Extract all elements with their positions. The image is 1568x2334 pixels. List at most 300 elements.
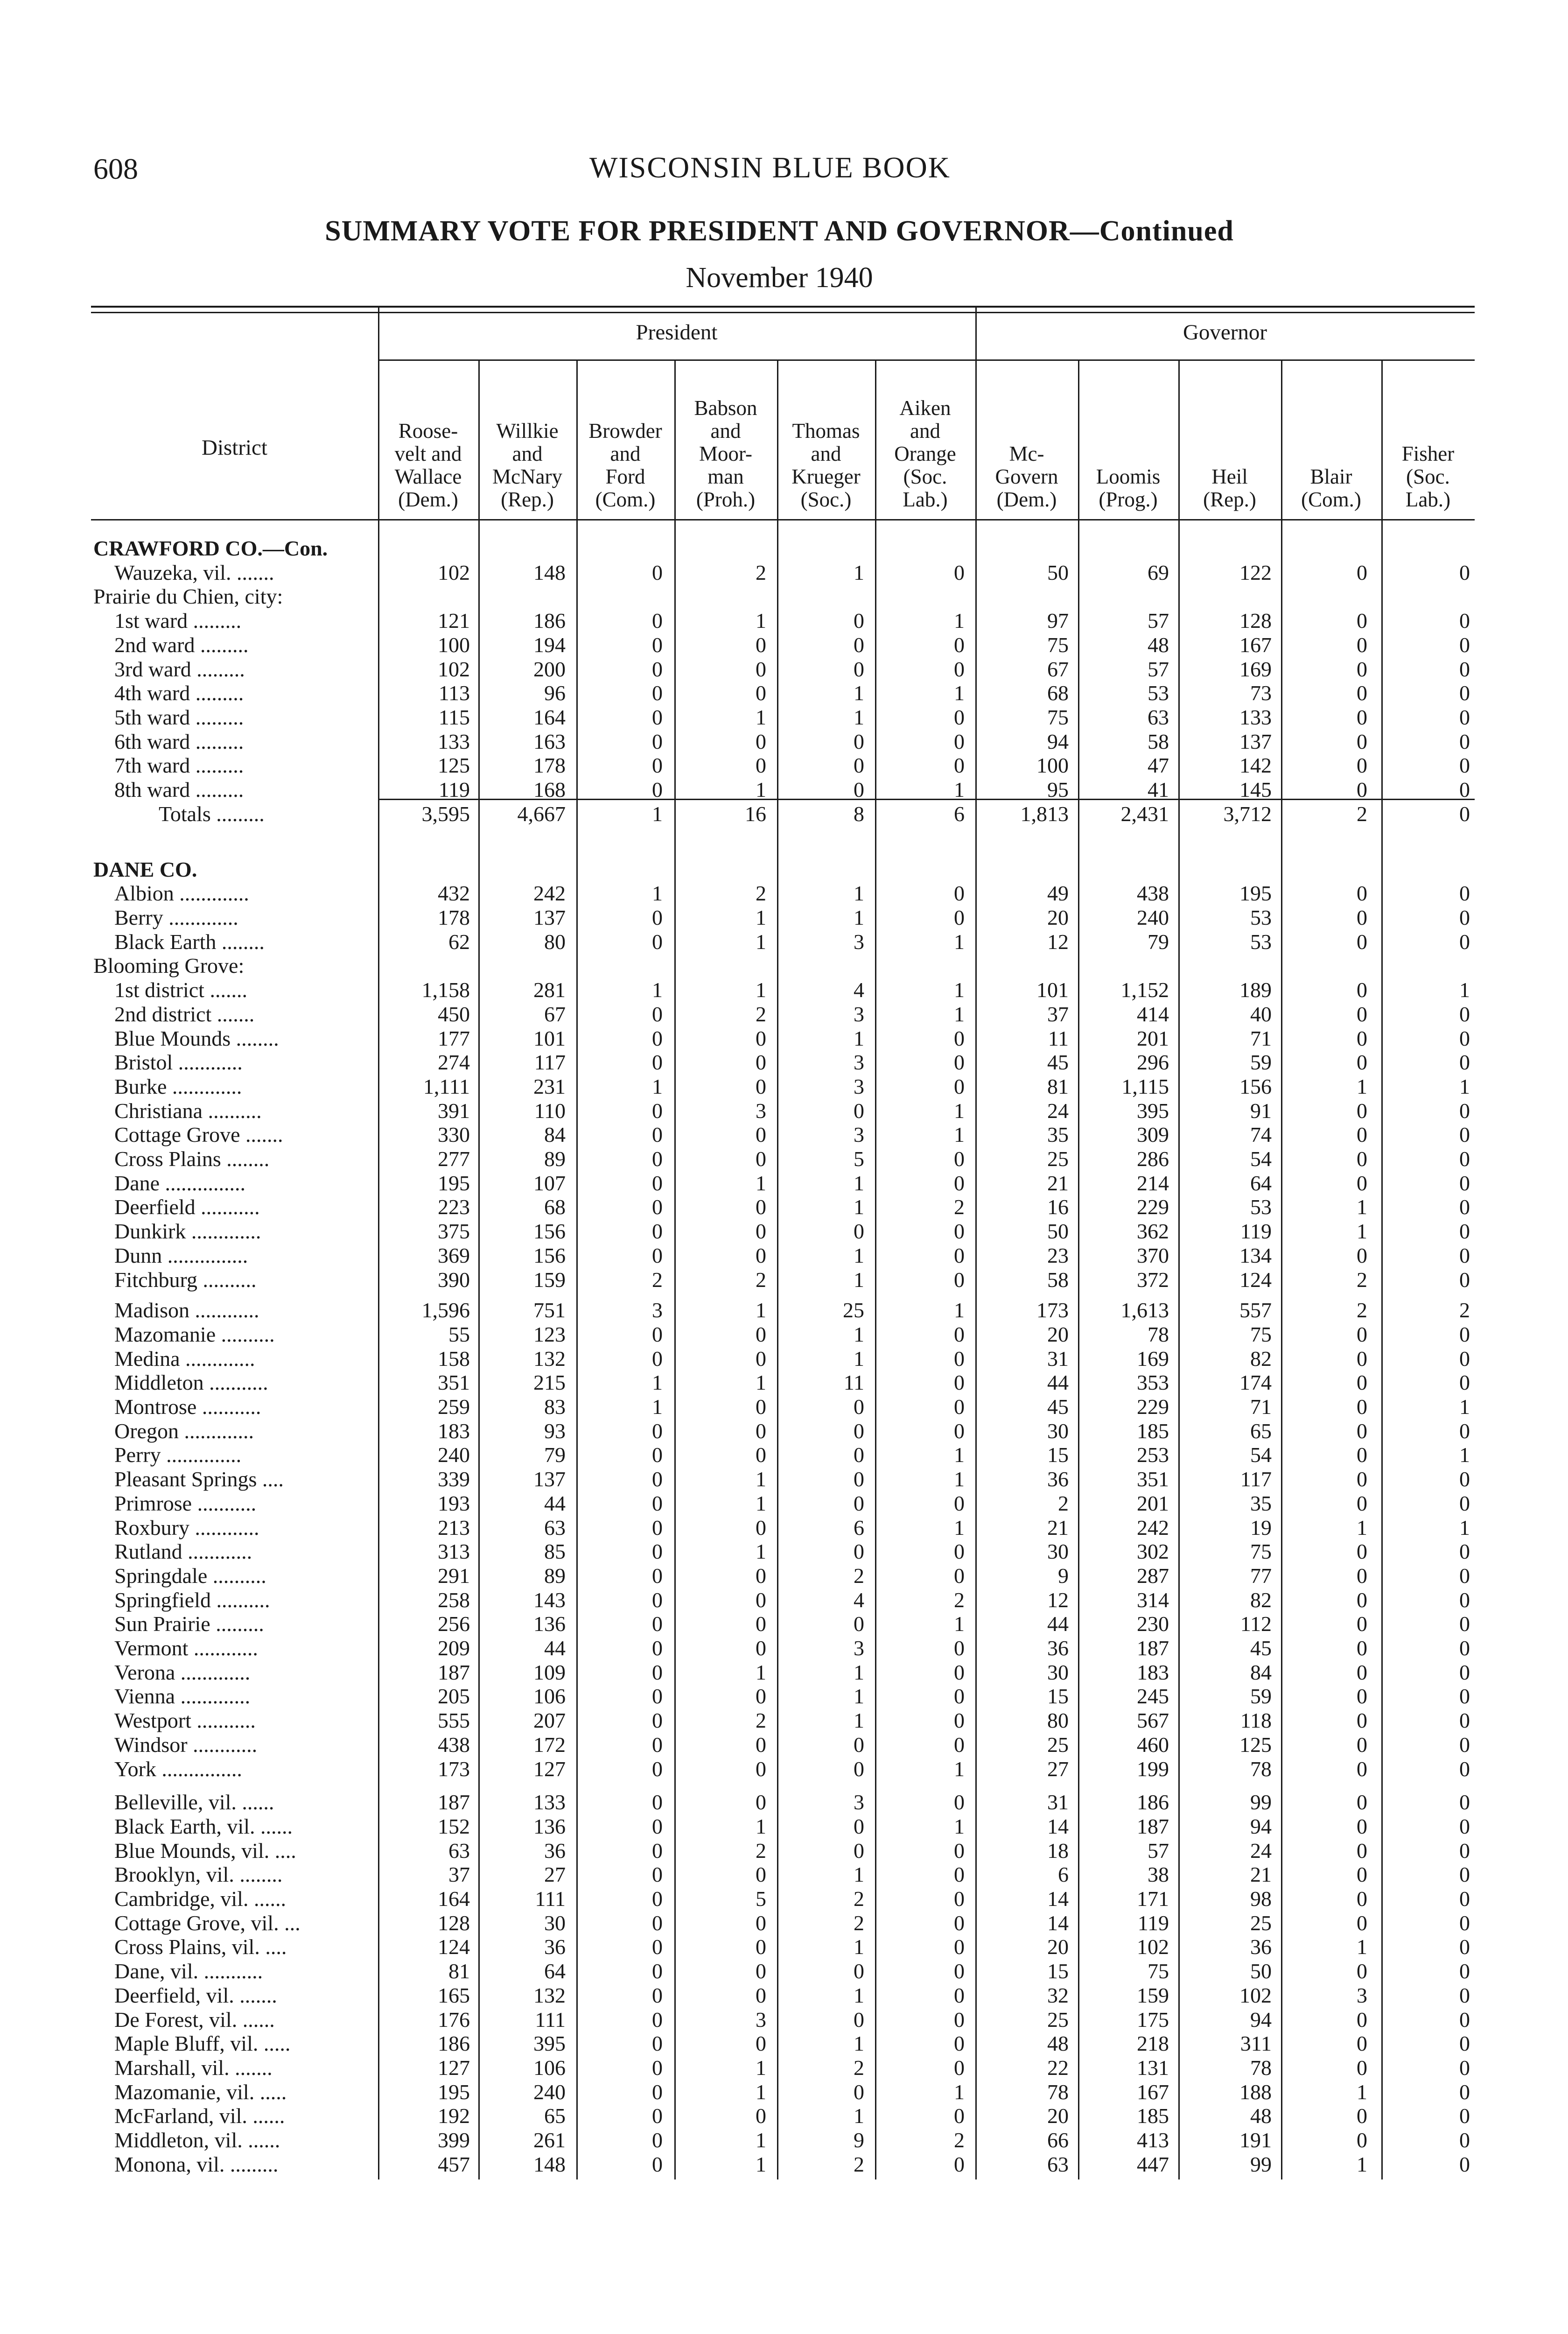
cell-col-9: 98 — [1250, 1887, 1272, 1911]
cell-col-3: 0 — [652, 1660, 663, 1684]
column-header-line: Govern — [995, 465, 1058, 488]
cell-col-1: 555 — [438, 1708, 470, 1733]
cell-col-6: 1 — [954, 2080, 965, 2104]
cell-col-4: 0 — [756, 1195, 766, 1219]
cell-col-5: 1 — [854, 1243, 864, 1267]
cell-col-9: 91 — [1250, 1098, 1272, 1123]
cell-col-5: 1 — [854, 881, 864, 906]
table-row — [0, 2103, 1568, 2129]
cell-col-3: 0 — [652, 1515, 663, 1540]
cell-col-3: 0 — [652, 1863, 663, 1887]
cell-col-9: 124 — [1239, 1267, 1272, 1292]
cell-col-8: 438 — [1137, 881, 1169, 906]
cell-col-8: 1,152 — [1120, 978, 1169, 1002]
table-row — [0, 1050, 1568, 1075]
cell-col-4: 2 — [756, 1838, 766, 1863]
cell-col-2: 89 — [544, 1563, 566, 1588]
cell-col-9: 137 — [1239, 729, 1272, 753]
table-row — [0, 1588, 1568, 1613]
cell-col-7: 80 — [1047, 1708, 1069, 1733]
cell-col-11: 0 — [1459, 929, 1470, 954]
cell-col-7: 49 — [1047, 881, 1069, 906]
cell-col-4: 0 — [756, 1588, 766, 1612]
cell-col-7: 9 — [1058, 1563, 1069, 1588]
cell-col-5: 1 — [854, 681, 864, 705]
column-header-11 — [1381, 443, 1475, 511]
cell-col-3: 0 — [652, 1171, 663, 1195]
cell-col-5: 1 — [854, 2104, 864, 2128]
cell-col-2: 44 — [544, 1636, 566, 1660]
cell-col-7: 37 — [1047, 1002, 1069, 1026]
table-row — [0, 1442, 1568, 1468]
table-row — [0, 1419, 1568, 1444]
cell-col-5: 0 — [854, 1540, 864, 1564]
table-row — [0, 1002, 1568, 1027]
row-label: 4th ward ......... — [114, 681, 244, 705]
cell-col-3: 0 — [652, 929, 663, 954]
cell-col-2: 186 — [533, 609, 566, 633]
page-number: 608 — [93, 152, 138, 185]
cell-col-7: 44 — [1047, 1612, 1069, 1636]
cell-col-7: 12 — [1047, 1588, 1069, 1612]
cell-col-9: 78 — [1250, 2055, 1272, 2080]
cell-col-4: 0 — [756, 1395, 766, 1419]
cell-col-10: 0 — [1357, 1171, 1367, 1195]
cell-col-6: 1 — [954, 929, 965, 954]
cell-col-2: 109 — [533, 1660, 566, 1684]
cell-col-7: 45 — [1047, 1050, 1069, 1075]
cell-col-8: 47 — [1148, 753, 1169, 778]
cell-col-7: 20 — [1047, 1935, 1069, 1959]
table-row — [0, 2080, 1568, 2105]
cell-col-2: 156 — [533, 1219, 566, 1244]
cell-col-2: 67 — [544, 1002, 566, 1026]
cell-col-2: 110 — [534, 1098, 566, 1123]
cell-col-4: 0 — [756, 729, 766, 753]
row-label: Mazomanie .......... — [114, 1322, 275, 1346]
cell-col-11: 1 — [1459, 1515, 1470, 1540]
cell-col-7: 20 — [1047, 1322, 1069, 1346]
cell-col-7: 58 — [1047, 1267, 1069, 1292]
table-row — [0, 729, 1568, 754]
cell-col-9: 71 — [1250, 1026, 1272, 1050]
cell-col-8: 229 — [1137, 1195, 1169, 1219]
cell-col-1: 152 — [438, 1814, 470, 1838]
table-row — [0, 1611, 1568, 1637]
cell-col-2: 27 — [544, 1863, 566, 1887]
cell-col-6: 0 — [954, 1026, 965, 1050]
table-row — [0, 2055, 1568, 2081]
cell-col-2: 30 — [544, 1911, 566, 1935]
cell-col-3: 0 — [652, 2055, 663, 2080]
cell-col-2: 242 — [533, 881, 566, 906]
cell-col-3: 0 — [652, 1050, 663, 1075]
table-row — [0, 1098, 1568, 1124]
column-header-line: (Dem.) — [398, 488, 458, 511]
table-row — [0, 1515, 1568, 1540]
cell-col-10: 0 — [1357, 1322, 1367, 1346]
table-row — [0, 881, 1568, 906]
table-row — [0, 1983, 1568, 2008]
cell-col-10: 0 — [1357, 1588, 1367, 1612]
table-row — [0, 1660, 1568, 1685]
cell-col-1: 173 — [438, 1757, 470, 1781]
cell-col-3: 0 — [652, 1757, 663, 1781]
cell-col-11: 1 — [1459, 978, 1470, 1002]
cell-col-2: 84 — [544, 1123, 566, 1147]
cell-col-9: 125 — [1239, 1732, 1272, 1757]
cell-col-9: 59 — [1250, 1050, 1272, 1075]
row-label: Springfield .......... — [114, 1588, 270, 1612]
cell-col-1: 1,158 — [421, 978, 470, 1002]
column-header-10 — [1281, 465, 1381, 511]
row-label: 1st district ....... — [114, 978, 247, 1002]
cell-col-11: 1 — [1459, 1443, 1470, 1467]
cell-col-10: 0 — [1357, 1371, 1367, 1395]
cell-col-5: 0 — [854, 1443, 864, 1467]
cell-col-11: 0 — [1459, 906, 1470, 929]
cell-col-11: 0 — [1459, 1171, 1470, 1195]
cell-col-7: 32 — [1047, 1983, 1069, 2007]
cell-col-10: 0 — [1357, 1243, 1367, 1267]
cell-col-10: 0 — [1357, 609, 1367, 633]
cell-col-6: 0 — [954, 1171, 965, 1195]
cell-col-10: 0 — [1357, 1636, 1367, 1660]
cell-col-11: 0 — [1459, 778, 1470, 801]
cell-col-9: 174 — [1239, 1371, 1272, 1395]
cell-col-2: 164 — [533, 705, 566, 729]
cell-col-11: 0 — [1459, 1346, 1470, 1371]
cell-col-11: 0 — [1459, 2055, 1470, 2080]
cell-col-6: 0 — [954, 1563, 965, 1588]
column-header-line: velt and — [394, 442, 462, 465]
cell-col-11: 0 — [1459, 1195, 1470, 1219]
row-label: Christiana .......... — [114, 1098, 262, 1123]
cell-col-4: 0 — [756, 1959, 766, 1983]
cell-col-6: 1 — [954, 1298, 965, 1322]
district-header: District — [202, 436, 267, 460]
cell-col-1: 63 — [448, 1838, 470, 1863]
cell-col-2: 168 — [533, 778, 566, 801]
cell-col-8: 41 — [1148, 778, 1169, 801]
cell-col-5: 2 — [854, 1911, 864, 1935]
cell-col-10: 0 — [1357, 1863, 1367, 1887]
cell-col-5: 2 — [854, 1563, 864, 1588]
cell-col-10: 0 — [1357, 1732, 1367, 1757]
cell-col-4: 0 — [756, 753, 766, 778]
group-header-underline — [378, 359, 1475, 361]
cell-col-10: 0 — [1357, 1346, 1367, 1371]
column-header-line: Lab.) — [903, 488, 948, 511]
cell-col-7: 20 — [1047, 906, 1069, 929]
cell-col-11: 0 — [1459, 1708, 1470, 1733]
column-header-5 — [777, 420, 875, 511]
row-label: Montrose ........... — [114, 1395, 261, 1419]
cell-col-5: 0 — [854, 1419, 864, 1443]
cell-col-3: 1 — [652, 1371, 663, 1395]
cell-col-2: 178 — [533, 753, 566, 778]
cell-col-6: 2 — [954, 1195, 965, 1219]
row-label: Albion ............. — [114, 881, 249, 906]
cell-col-11: 0 — [1459, 1467, 1470, 1491]
cell-col-6: 0 — [954, 2007, 965, 2032]
cell-col-1: 274 — [438, 1050, 470, 1075]
cell-col-2: 143 — [533, 1588, 566, 1612]
cell-col-7: 15 — [1047, 1684, 1069, 1708]
cell-col-7: 24 — [1047, 1098, 1069, 1123]
cell-col-4: 0 — [756, 1983, 766, 2007]
cell-col-9: 50 — [1250, 1959, 1272, 1983]
cell-col-8: 75 — [1148, 1959, 1169, 1983]
cell-col-3: 0 — [652, 778, 663, 801]
cell-col-3: 0 — [652, 1612, 663, 1636]
cell-col-2: 281 — [533, 978, 566, 1002]
cell-col-3: 0 — [652, 560, 663, 584]
cell-col-4: 5 — [756, 1887, 766, 1911]
cell-col-7: 95 — [1047, 778, 1069, 801]
cell-col-5: 3 — [854, 1790, 864, 1814]
cell-col-6: 0 — [954, 2152, 965, 2176]
table-row — [0, 1370, 1568, 1395]
cell-col-8: 245 — [1137, 1684, 1169, 1708]
cell-col-6: 0 — [954, 1346, 965, 1371]
cell-col-4: 2 — [756, 1708, 766, 1733]
cell-col-11: 0 — [1459, 1147, 1470, 1171]
column-header-line: and — [610, 442, 641, 465]
cell-col-9: 128 — [1239, 609, 1272, 633]
cell-col-5: 9 — [854, 2128, 864, 2152]
cell-col-10: 0 — [1357, 657, 1367, 681]
cell-col-7: 14 — [1047, 1814, 1069, 1838]
cell-col-4: 1 — [756, 1298, 766, 1322]
cell-col-9: 54 — [1250, 1443, 1272, 1467]
cell-col-8: 253 — [1137, 1443, 1169, 1467]
cell-col-1: 183 — [438, 1419, 470, 1443]
cell-col-1: 259 — [438, 1395, 470, 1419]
cell-col-11: 0 — [1459, 609, 1470, 633]
column-header-line: Loomis — [1096, 465, 1161, 488]
cell-col-7: 21 — [1047, 1171, 1069, 1195]
cell-col-1: 375 — [438, 1219, 470, 1244]
cell-col-5: 1 — [854, 560, 864, 584]
cell-col-5: 1 — [854, 1322, 864, 1346]
row-label: Berry ............. — [114, 906, 238, 929]
cell-col-11: 0 — [1459, 1588, 1470, 1612]
cell-col-7: 14 — [1047, 1887, 1069, 1911]
table-row — [0, 1911, 1568, 1936]
cell-col-5: 0 — [854, 1219, 864, 1244]
cell-col-4: 0 — [756, 1243, 766, 1267]
row-label: 2nd district ....... — [114, 1002, 255, 1026]
table-row — [0, 1346, 1568, 1371]
cell-col-8: 57 — [1148, 1838, 1169, 1863]
cell-col-1: 457 — [438, 2152, 470, 2176]
column-header-3 — [576, 420, 674, 511]
cell-col-10: 0 — [1357, 1838, 1367, 1863]
cell-col-4: 3 — [756, 2007, 766, 2032]
cell-col-7: 31 — [1047, 1346, 1069, 1371]
cell-col-6: 0 — [954, 1491, 965, 1515]
cell-col-2: 215 — [533, 1371, 566, 1395]
cell-col-8: 309 — [1137, 1123, 1169, 1147]
cell-col-11: 0 — [1459, 1002, 1470, 1026]
cell-col-6: 2 — [954, 2128, 965, 2152]
cell-col-6: 0 — [954, 2032, 965, 2056]
cell-col-11: 0 — [1459, 2007, 1470, 2032]
cell-col-11: 0 — [1459, 1050, 1470, 1075]
cell-col-8: 57 — [1148, 657, 1169, 681]
cell-col-10: 0 — [1357, 1026, 1367, 1050]
cell-col-4: 0 — [756, 681, 766, 705]
table-row — [0, 2007, 1568, 2032]
cell-col-5: 0 — [854, 753, 864, 778]
table-row — [0, 657, 1568, 682]
cell-col-6: 1 — [954, 1098, 965, 1123]
column-header-line: (Com.) — [1301, 488, 1361, 511]
cell-col-3: 0 — [652, 1322, 663, 1346]
cell-col-9: 133 — [1239, 705, 1272, 729]
cell-col-7: 97 — [1047, 609, 1069, 633]
cell-col-9: 82 — [1250, 1588, 1272, 1612]
table-row — [0, 1219, 1568, 1244]
cell-col-3: 1 — [652, 1074, 663, 1098]
cell-col-9: 112 — [1240, 1612, 1272, 1636]
row-label: 5th ward ......... — [114, 705, 244, 729]
cell-col-4: 1 — [756, 1171, 766, 1195]
cell-col-8: 38 — [1148, 1863, 1169, 1887]
cell-col-8: 78 — [1148, 1322, 1169, 1346]
cell-col-8: 175 — [1137, 2007, 1169, 2032]
cell-col-9: 99 — [1250, 1790, 1272, 1814]
row-label: Cottage Grove ....... — [114, 1123, 283, 1147]
cell-col-8: 57 — [1148, 609, 1169, 633]
row-label: Deerfield ........... — [114, 1195, 260, 1219]
cell-col-1: 390 — [438, 1267, 470, 1292]
cell-col-6: 0 — [954, 906, 965, 929]
subgroup-heading — [0, 953, 1568, 978]
cell-col-5: 0 — [854, 1098, 864, 1123]
cell-col-9: 25 — [1250, 1911, 1272, 1935]
cell-col-10: 0 — [1357, 1419, 1367, 1443]
cell-col-4: 0 — [756, 1684, 766, 1708]
row-label: Monona, vil. ......... — [114, 2152, 279, 2176]
cell-col-9: 118 — [1240, 1708, 1272, 1733]
cell-col-11: 0 — [1459, 1267, 1470, 1292]
cell-col-8: 351 — [1137, 1467, 1169, 1491]
cell-col-11: 0 — [1459, 1814, 1470, 1838]
cell-col-5: 3 — [854, 929, 864, 954]
cell-col-5: 0 — [854, 1612, 864, 1636]
running-head: WISCONSIN BLUE BOOK — [589, 151, 951, 184]
cell-col-1: 369 — [438, 1243, 470, 1267]
table-row — [0, 560, 1568, 585]
cell-col-8: 362 — [1137, 1219, 1169, 1244]
cell-col-5: 4 — [854, 978, 864, 1002]
cell-col-9: 99 — [1250, 2152, 1272, 2176]
cell-col-5: 0 — [854, 1732, 864, 1757]
table-row — [0, 1636, 1568, 1661]
cell-col-7: 21 — [1047, 1515, 1069, 1540]
cell-col-3: 1 — [652, 881, 663, 906]
cell-col-6: 2 — [954, 1588, 965, 1612]
cell-col-2: 127 — [533, 1757, 566, 1781]
cell-col-10: 1 — [1357, 1195, 1367, 1219]
page-subtitle: November 1940 — [686, 262, 873, 294]
cell-col-5: 1 — [854, 705, 864, 729]
cell-col-5: 2 — [854, 2152, 864, 2176]
cell-col-11: 0 — [1459, 1660, 1470, 1684]
row-label: 8th ward ......... — [114, 778, 244, 801]
column-header-line: and — [811, 442, 841, 465]
cell-col-9: 77 — [1250, 1563, 1272, 1588]
column-header-line: and — [710, 419, 741, 443]
cell-col-6: 0 — [954, 1219, 965, 1244]
row-label: Burke ............. — [114, 1074, 242, 1098]
cell-col-11: 0 — [1459, 2152, 1470, 2176]
cell-col-3: 0 — [652, 1684, 663, 1708]
cell-col-9: 75 — [1250, 1322, 1272, 1346]
cell-col-6: 0 — [954, 1959, 965, 1983]
cell-col-11: 1 — [1459, 1395, 1470, 1419]
cell-col-4: 1 — [756, 609, 766, 633]
cell-col-3: 0 — [652, 705, 663, 729]
cell-col-4: 0 — [756, 1419, 766, 1443]
cell-col-7: 23 — [1047, 1243, 1069, 1267]
cell-col-10: 0 — [1357, 1959, 1367, 1983]
cell-col-7: 67 — [1047, 657, 1069, 681]
cell-col-9: 48 — [1250, 2104, 1272, 2128]
cell-col-1: 3,595 — [421, 801, 470, 826]
cell-col-5: 5 — [854, 1147, 864, 1171]
cell-col-11: 0 — [1459, 705, 1470, 729]
cell-col-11: 0 — [1459, 1983, 1470, 2007]
row-label: 3rd ward ......... — [114, 657, 245, 681]
cell-col-5: 3 — [854, 1636, 864, 1660]
cell-col-4: 0 — [756, 1074, 766, 1098]
cell-col-9: 119 — [1240, 1219, 1272, 1244]
cell-col-7: 81 — [1047, 1074, 1069, 1098]
cell-col-5: 0 — [854, 633, 864, 657]
row-label: Black Earth ........ — [114, 929, 265, 954]
cell-col-5: 1 — [854, 1983, 864, 2007]
cell-col-9: 156 — [1239, 1074, 1272, 1098]
cell-col-10: 0 — [1357, 560, 1367, 584]
table-row — [0, 1563, 1568, 1589]
cell-col-4: 2 — [756, 560, 766, 584]
cell-col-10: 0 — [1357, 1491, 1367, 1515]
cell-col-9: 117 — [1240, 1467, 1272, 1491]
cell-col-9: 188 — [1239, 2080, 1272, 2104]
cell-col-8: 395 — [1137, 1098, 1169, 1123]
cell-col-8: 286 — [1137, 1147, 1169, 1171]
cell-col-2: 117 — [534, 1050, 566, 1075]
cell-col-6: 0 — [954, 1636, 965, 1660]
cell-col-11: 0 — [1459, 729, 1470, 753]
cell-col-4: 0 — [756, 1636, 766, 1660]
column-header-line: (Prog.) — [1099, 488, 1158, 511]
row-label: Middleton ........... — [114, 1371, 268, 1395]
cell-col-9: 53 — [1250, 929, 1272, 954]
cell-col-9: 75 — [1250, 1540, 1272, 1564]
cell-col-3: 0 — [652, 1636, 663, 1660]
cell-col-7: 11 — [1048, 1026, 1069, 1050]
cell-col-2: 36 — [544, 1838, 566, 1863]
cell-col-8: 183 — [1137, 1660, 1169, 1684]
cell-col-6: 0 — [954, 1935, 965, 1959]
cell-col-4: 1 — [756, 2128, 766, 2152]
cell-col-1: 193 — [438, 1491, 470, 1515]
cell-col-1: 124 — [438, 1935, 470, 1959]
